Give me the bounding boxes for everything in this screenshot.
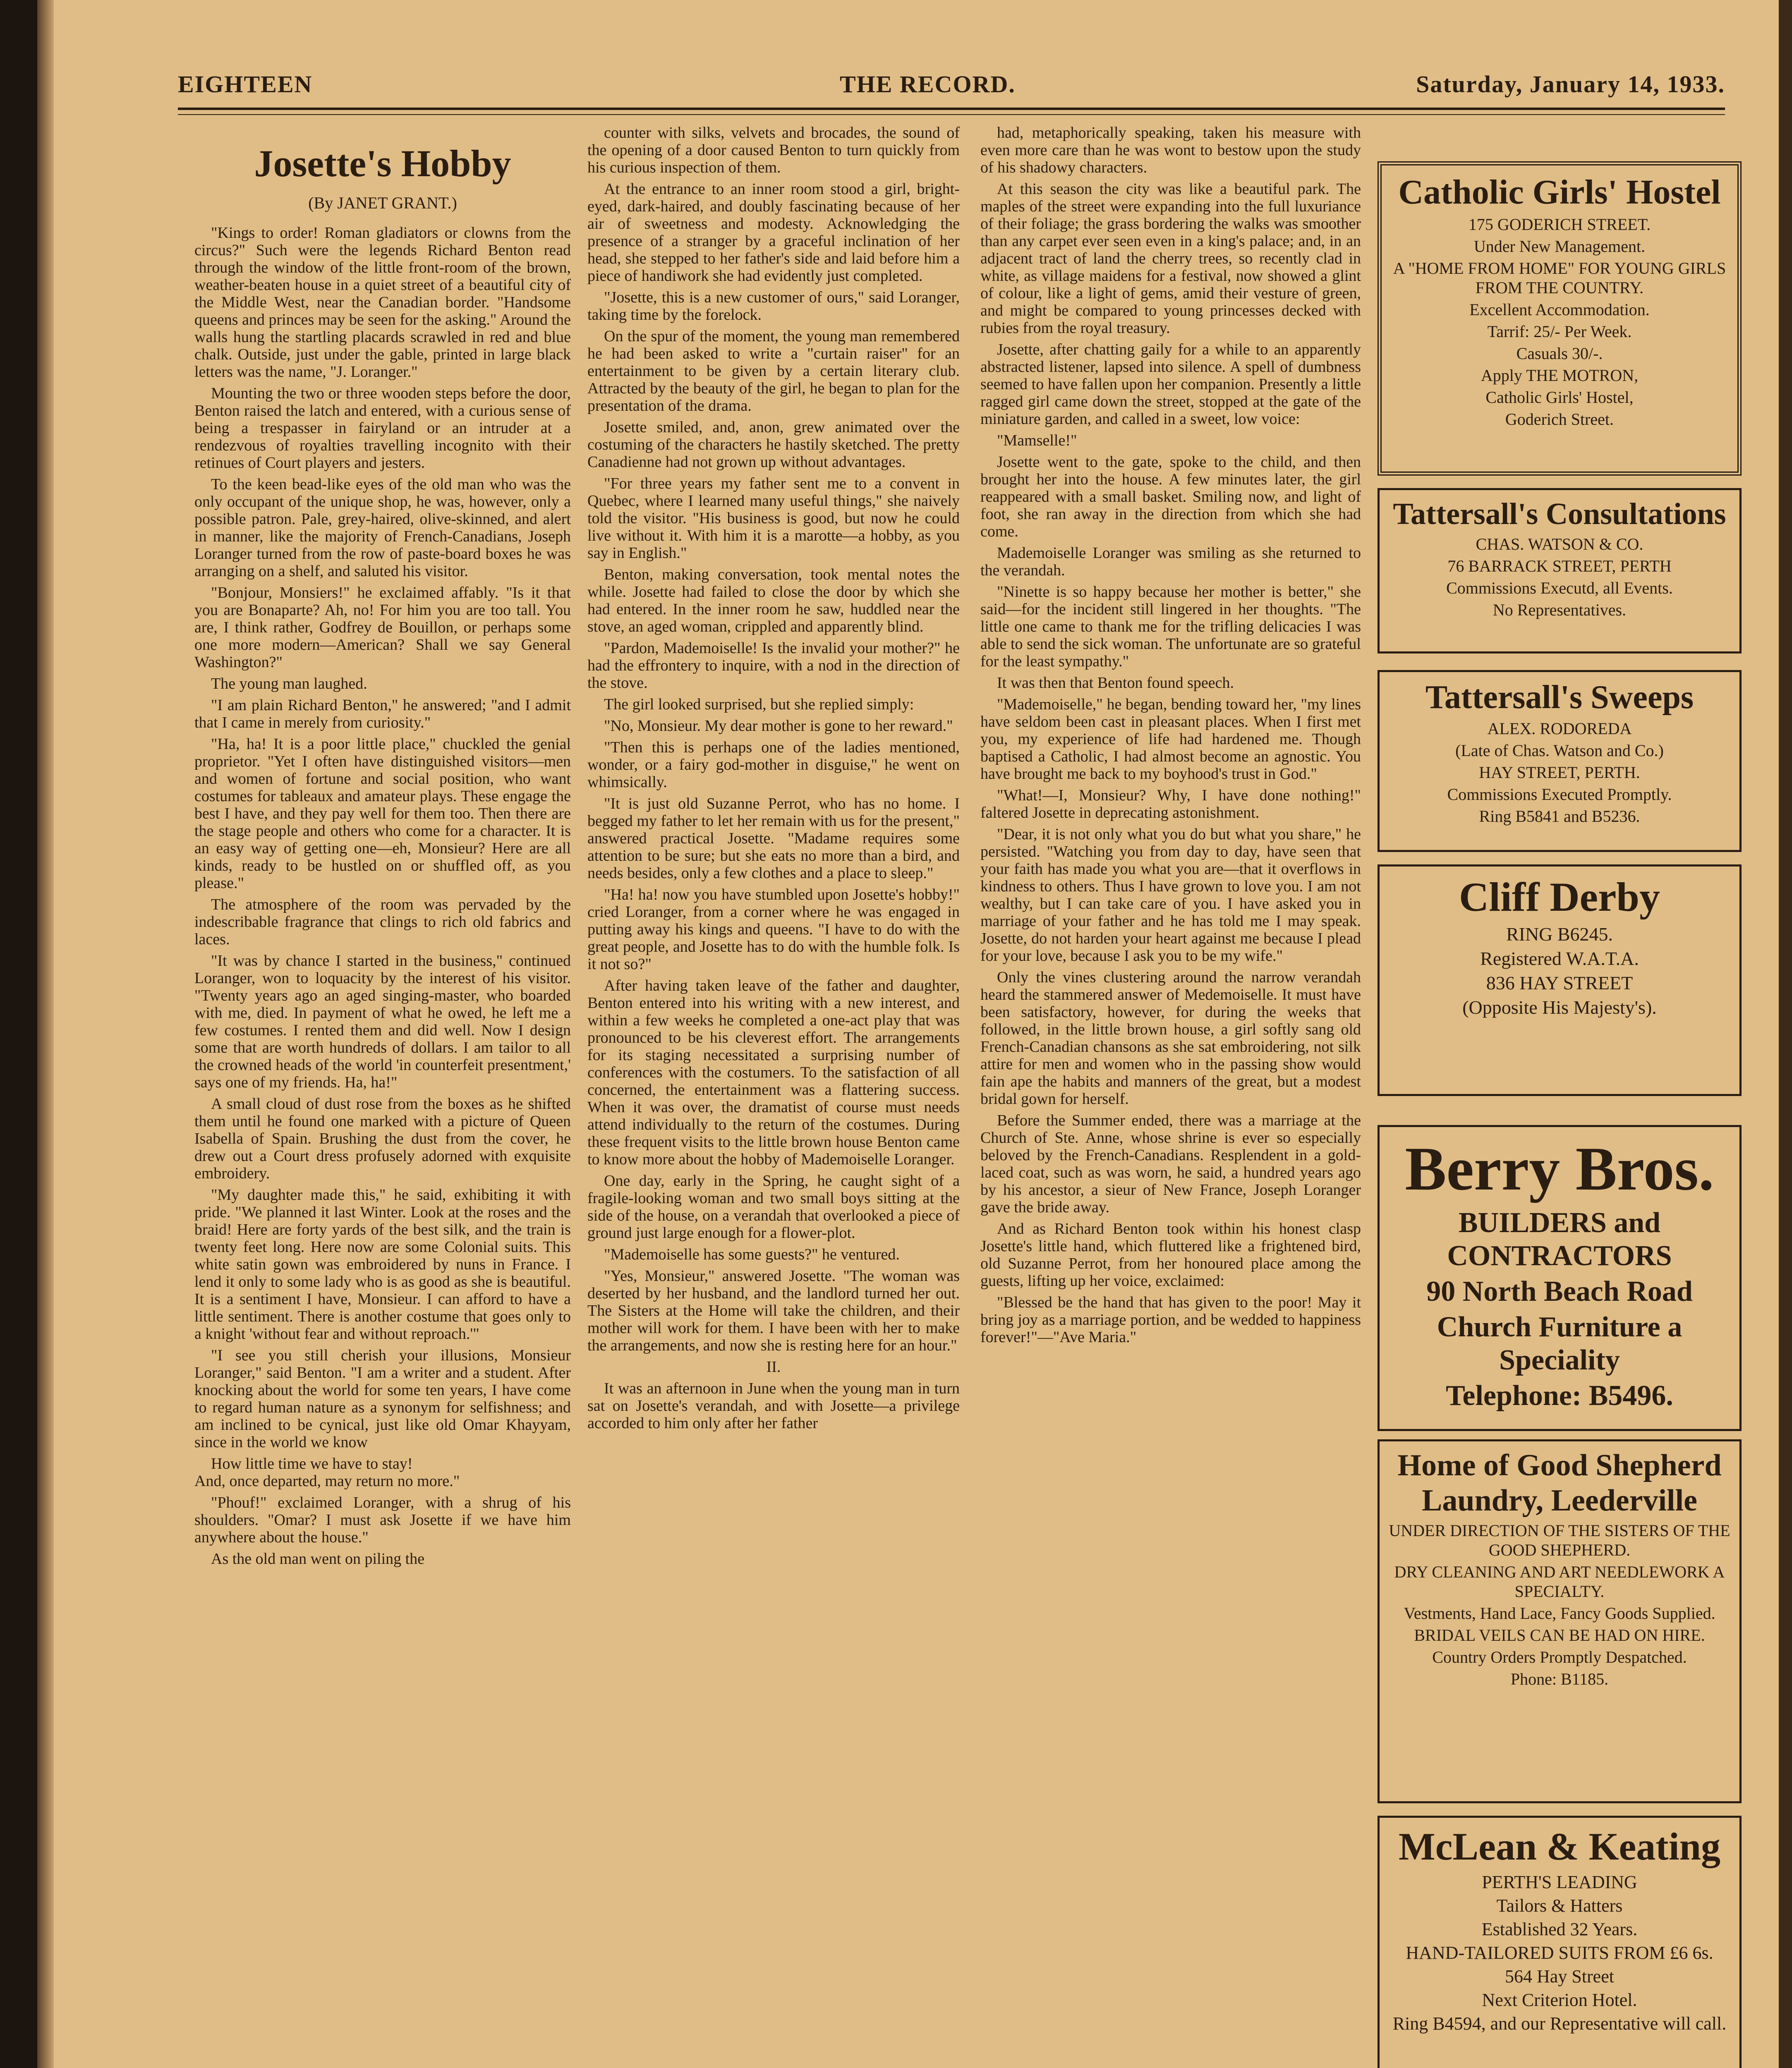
ad-line: Apply THE MOTRON, [1481, 366, 1639, 385]
story-paragraph: Josette smiled, and, anon, grew animated over the costuming of the characters he hastily sketched. The pretty Canadienne had not grown up without advantages. [587, 419, 960, 471]
issue-date: Saturday, January 14, 1933. [1416, 71, 1725, 98]
story-paragraph: "Josette, this is a new customer of ours," said Loranger, taking time by the forelock. [587, 289, 960, 323]
ad-berry-bros [1378, 1125, 1742, 1431]
story-paragraph: Before the Summer ended, there was a marriage at the Church of Ste. Anne, whose shrine is ever so especially beloved by the French-Canadians. Resplendent in a gold-laced coat, such as was worn, he said, a hundred years ago by his ancestor, a sieur of New France, Joseph Loranger gave the bride away. [980, 1112, 1361, 1216]
ad-line: No Representatives. [1493, 601, 1627, 619]
story-paragraph: "Ninette is so happy because her mother is better," she said—for the incident still lingered in her thoughts. "The little one came to thank me for the trifling delicacies I was able to send the sick woman. The unfortunate are so grateful for the least sympathy." [980, 583, 1361, 670]
ad-title: Tattersall's Sweeps [1425, 679, 1694, 716]
story-paragraph: "Mamselle!" [997, 432, 1077, 449]
story-paragraph: "Kings to order! Roman gladiators or clowns from the circus?" Such were the legends Richard Benton read through the window of the little front-room of the brown, weather-beaten house in a quiet street of a beautiful city of the Middle West, near the Canadian border. "Handsome queens and princes may be seen for the asking." Around the walls hung the startling placards scrawled in red and blue chalk. Outside, just under the gable, printed in large black letters was the name, "J. Loranger." [194, 224, 571, 381]
ad-title: Home of Good Shepherd Laundry, Leederville [1397, 1448, 1722, 1517]
binding-shadow [37, 0, 54, 2068]
ad-line: HAND-TAILORED SUITS FROM £6 6s. [1406, 1943, 1713, 1963]
page-number: EIGHTEEN [178, 71, 313, 98]
ad-line: Catholic Girls' Hostel, [1485, 388, 1634, 407]
ad-line: UNDER DIRECTION OF THE SISTERS OF THE GOOD SHEPHERD. [1389, 1521, 1730, 1559]
ad-line: RING B6245. [1506, 924, 1613, 945]
ad-line: Church Furniture a Speciality [1437, 1311, 1682, 1376]
story-paragraph: "It is just old Suzanne Perrot, who has no home. I begged my father to let her remain with us for the present," answered practical Josette. "Madame requires some attention to be sure; but she eats no more than a bird, and needs besides, only a few clothes and a place to sleep." [587, 795, 960, 882]
story-paragraph: "Bonjour, Monsiers!" he exclaimed affably. "Is it that you are Bonaparte? Ah, no! For him you are too tall. You are, I think rather, Godfrey de Bouillon, or perhaps some one more modern—American? Shall we say General Washington?" [194, 584, 571, 671]
story-paragraph: "What!—I, Monsieur? Why, I have done nothing!" faltered Josette in deprecating astonishment. [980, 787, 1361, 821]
ad-line: Commissions Executd, all Events. [1446, 579, 1673, 597]
story-paragraph: And as Richard Benton took within his honest clasp Josette's little hand, which fluttered like a frightened bird, old Suzanne Perrot, from her honoured place among the guests, lifting up her voice, exclaimed: [980, 1220, 1361, 1290]
ad-title: Catholic Girls' Hostel [1398, 173, 1721, 211]
ad-title: Cliff Derby [1459, 874, 1660, 920]
ad-line: Telephone: B5496. [1446, 1380, 1673, 1412]
story-paragraph: counter with silks, velvets and brocades, the sound of the opening of a door caused Benton to turn quickly from his curious inspection of them. [587, 124, 960, 176]
ad-line: Vestments, Hand Lace, Fancy Goods Supplied. [1404, 1604, 1715, 1623]
story-paragraph: "Yes, Monsieur," answered Josette. "The woman was deserted by her husband, and the landlord turned her out. The Sisters at the Home will take the children, and their mother will work for them. I have been with her to make the arrangements, and now she is resting here for an hour." [587, 1267, 960, 1354]
ad-catholic-girls-hostel [1378, 161, 1742, 476]
ad-line: Excellent Accommodation. [1469, 300, 1650, 319]
story-paragraph: How little time we have to stay! And, once departed, may return no more." [194, 1455, 460, 1490]
story-paragraph: The young man laughed. [211, 675, 367, 692]
story-column-3 [980, 124, 1361, 2068]
ad-title: McLean & Keating [1399, 1825, 1720, 1868]
ad-line: (Late of Chas. Watson and Co.) [1455, 741, 1664, 760]
story-paragraph: "It was by chance I started in the business," continued Loranger, won to loquacity by the interest of his visitor. "Twenty years ago an aged singing-master, who boarded with me, died. In payment of what he owed, he left me a few costumes. I rented them and did well. Now I design some that are worth hundreds of dollars. I am tailor to all the crowned heads of the world 'in counterfeit presentment,' says one of my friends. Ha, ha!" [194, 952, 571, 1091]
story-paragraph: As the old man went on piling the [211, 1550, 425, 1568]
story-paragraph: "Blessed be the hand that has given to the poor! May it bring joy as a marriage portion, and be wedded to happiness forever!"—"Ave Maria." [980, 1294, 1361, 1346]
story-paragraph: "No, Monsieur. My dear mother is gone to her reward." [604, 717, 953, 735]
page-header [178, 62, 1725, 112]
story-paragraph: "For three years my father sent me to a convent in Quebec, where I learned many useful things," she naively told the visitor. "His business is good, but now he could live without it. With him it is a marotte—a hobby, as you say in English." [587, 475, 960, 562]
story-paragraph: "Ha! ha! now you have stumbled upon Josette's hobby!" cried Loranger, from a corner where he was engaged in putting away his kings and queens. "I have to do with the great people, and Josette has to do with the humble folk. Is it not so?" [587, 886, 960, 973]
ad-line: Registered W.A.T.A. [1480, 948, 1639, 969]
ad-line: 175 GODERICH STREET. [1468, 215, 1651, 234]
story-paragraph: "Mademoiselle has some guests?" he ventured. [604, 1246, 900, 1263]
ad-line: 836 HAY STREET [1486, 972, 1633, 993]
story-title: Josette's Hobby [254, 142, 511, 184]
story-paragraph: The atmosphere of the room was pervaded by the indescribable fragrance that clings to rich old fabrics and laces. [194, 896, 571, 948]
ad-line: ALEX. RODOREDA [1487, 719, 1632, 738]
story-paragraph: After having taken leave of the father and daughter, Benton entered into his writing with a new interest, and within a few weeks he completed a one-act play that was pronounced to be his cleverest effort. The arrangements for its staging necessitated a surprising number of conferences with the costumers. To the satisfaction of all concerned, the entertainment was a flattering success. When it was over, the dramatist of course must needs attend individually to the return of the costumes. During these frequent visits to the little brown house Benton came to know more about the hobby of Mademoiselle Loranger. [587, 977, 960, 1168]
ad-line: 90 North Beach Road [1426, 1276, 1693, 1307]
story-paragraph: Mademoiselle Loranger was smiling as she returned to the verandah. [980, 544, 1361, 579]
ad-line: DRY CLEANING AND ART NEEDLEWORK A SPECIALTY. [1394, 1563, 1725, 1601]
ad-tattersalls-sweeps [1378, 670, 1742, 852]
ad-line: Next Criterion Hotel. [1482, 1990, 1637, 2010]
masthead-title: THE RECORD. [840, 71, 1016, 98]
header-rule [178, 108, 1725, 115]
story-paragraph: "Mademoiselle," he began, bending toward her, "my lines have seldom been cast in pleasant places. When I first met you, my experience of life had hardened me. Though baptised a Catholic, I had almost become an agnostic. You have brought me back to my boyhood's trust in God." [980, 696, 1361, 783]
ad-line: BRIDAL VEILS CAN BE HAD ON HIRE. [1414, 1626, 1705, 1644]
ad-line: Commissions Executed Promptly. [1447, 785, 1672, 804]
story-paragraph: "Pardon, Mademoiselle! Is the invalid your mother?" he had the effrontery to inquire, with a nod in the direction of the stove. [587, 639, 960, 692]
story-paragraph: To the keen bead-like eyes of the old man who was the only occupant of the unique shop, he was, however, only a possible patron. Pale, grey-haired, olive-skinned, and alert in manner, like the majority of French-Canadians, Joseph Loranger turned from the row of paste-board boxes he was arranging on a shelf, and saluted his visitor. [194, 476, 571, 580]
story-column-1 [194, 124, 571, 1572]
story-paragraph: Josette went to the gate, spoke to the child, and then brought her into the house. A few minutes later, the girl reappeared with a small basket. Smiling now, and light of foot, she ran away in the direction from which she had come. [980, 453, 1361, 540]
ad-line: Tarrif: 25/- Per Week. [1487, 322, 1632, 341]
ad-line: (Opposite His Majesty's). [1462, 997, 1657, 1018]
story-column-2 [587, 124, 960, 1436]
story-paragraph: A small cloud of dust rose from the boxes as he shifted them until he found one marked with a picture of Queen Isabella of Spain. Brushing the dust from the cover, he drew out a Court dress profusely adorned with exquisite embroidery. [194, 1095, 571, 1182]
binding-spine [0, 0, 37, 2068]
story-paragraph: "I see you still cherish your illusions, Monsieur Loranger," said Benton. "I am a writer and a student. After knocking about the world for some ten years, I have come to regard human nature as a synonym for selfishness; and am inclined to be cynical, just like old Omar Khayyam, since in the world we know [194, 1347, 571, 1451]
story-paragraph: "Dear, it is not only what you do but what you share," he persisted. "Watching you from day to day, have seen that your faith has made you what you are—that it overflows in kindness to others. Thus I have grown to love you. I am not wealthy, but I can take care of you. I have asked you in marriage of your father and he has told me I may speak. Josette, do not harden your heart against me because I plead for your love, because I ask you to be my wife." [980, 826, 1361, 965]
ad-mclean-keating [1378, 1816, 1742, 2068]
ad-line: CHAS. WATSON & CO. [1476, 535, 1643, 553]
ad-line: Established 32 Years. [1481, 1919, 1638, 1939]
ad-line: PERTH'S LEADING [1482, 1872, 1637, 1892]
story-byline: (By JANET GRANT.) [308, 194, 457, 212]
ad-line: Tailors & Hatters [1496, 1896, 1623, 1916]
ad-line: Ring B4594, and our Representative will call. [1392, 2013, 1727, 2034]
ad-line: BUILDERS and CONTRACTORS [1447, 1207, 1672, 1272]
story-paragraph: One day, early in the Spring, he caught sight of a fragile-looking woman and two small boys sitting at the side of the house, on a verandah that overlooked a piece of ground just large enough for a flower-plot. [587, 1172, 960, 1242]
ad-line: Ring B5841 and B5236. [1479, 807, 1640, 826]
story-paragraph: "My daughter made this," he said, exhibiting it with pride. "We planned it last Winter. Look at the roses and the braid! Here are forty yards of the best silk, and the train is twenty feet long. Here now are some Colonial suits. This white satin gown was embroidered by nuns in France. I lend it only to some lady who is as good as she is beautiful. It is a sentiment I have, Monsieur. I can afford to have a little sentiment. There is another costume that goes only to a knight 'without fear and without reproach.'" [194, 1186, 571, 1343]
ad-good-shepherd-laundry [1378, 1439, 1742, 1803]
story-paragraph: It was an afternoon in June when the young man in turn sat on Josette's verandah, and with Josette—a privilege accorded to him only after her father [587, 1380, 960, 1432]
ad-line: Phone: B1185. [1510, 1670, 1609, 1688]
story-paragraph: At this season the city was like a beautiful park. The maples of the street were expanding into the full luxuriance of their foliage; the grass bordering the walks was smoother than any carpet ever seen even in a king's palace; and, in an adjacent tract of land the cherry trees, so recently clad in white, as village maidens for a festival, now showed a glint of colour, like a light of gems, amid their vesture of green, and might be compared to young princesses decked with rubies from the royal treasury. [980, 180, 1361, 337]
story-paragraph: Benton, making conversation, took mental notes the while. Josette had failed to close the door by which she had entered. In the inner room he saw, huddled near the stove, an aged woman, crippled and apparently blind. [587, 566, 960, 635]
story-paragraph: At the entrance to an inner room stood a girl, bright-eyed, dark-haired, and doubly fascinating because of her air of sweetness and modesty. Acknowledging the presence of a stranger by a graceful inclination of her head, she stepped to her father's side and laid before him a piece of handiwork she had evidently just completed. [587, 180, 960, 285]
ad-title: Berry Bros. [1405, 1135, 1714, 1203]
story-paragraph: On the spur of the moment, the young man remembered he had been asked to write a "curtain raiser" for an entertainment to be given by a certain literary club. Attracted by the beauty of the girl, he began to plan for the presentation of the drama. [587, 328, 960, 414]
ad-line: 564 Hay Street [1505, 1966, 1614, 1987]
story-paragraph: "Phouf!" exclaimed Loranger, with a shrug of his shoulders. "Omar? I must ask Josette if we have him anywhere about the house." [194, 1494, 571, 1546]
ad-line: A "HOME FROM HOME" FOR YOUNG GIRLS FROM THE COUNTRY. [1393, 259, 1726, 297]
story-paragraph: "Then this is perhaps one of the ladies mentioned, wonder, or a fairy god-mother in disguise," he went on whimsically. [587, 739, 960, 791]
story-paragraph: "I am plain Richard Benton," he answered; "and I admit that I came in merely from curiosity." [194, 697, 571, 731]
story-paragraph: Mounting the two or three wooden steps before the door, Benton raised the latch and entered, with a curious sense of being a trespasser in fairyland or an intruder at a rendezvous of royalties travelling incognito with their retinues of Court players and jesters. [194, 385, 571, 472]
story-paragraph: The girl looked surprised, but she replied simply: [604, 696, 914, 713]
ad-line: Country Orders Promptly Despatched. [1432, 1648, 1687, 1666]
story-paragraph: Only the vines clustering around the narrow verandah heard the stammered answer of Medemoiselle. It must have been satisfactory, however, for during the weeks that followed, in the little brown house, a girl softly sang old French-Canadian chansons as she sat embroidering, not silk attire for men and women who in the passing show would fain ape the habits and manners of the great, but a modest bridal gown for herself. [980, 969, 1361, 1108]
ad-line: Casuals 30/-. [1516, 344, 1603, 363]
ad-cliff-derby [1378, 864, 1742, 1096]
story-paragraph: Josette, after chatting gaily for a while to an apparently abstracted listener, lapsed into silence. A spell of dumbness seemed to have fallen upon her companion. Presently a little ragged girl came down the street, stopped at the gate of the miniature garden, and called in a sweet, low voice: [980, 341, 1361, 428]
story-paragraph: II. [766, 1358, 781, 1376]
ad-line: Goderich Street. [1505, 410, 1614, 428]
story-paragraph: "Ha, ha! It is a poor little place," chuckled the genial proprietor. "Yet I often have distinguished visitors—men and women of fortune and social position, who want costumes for tableaux and amateur plays. These engage the best I have, and they pay well for them too. Then there are the stage people and others who come for a character. It is an easy way of getting one—eh, Monsieur? Here are all kinds, ready to be hustled on or shuffled off, as you please." [194, 735, 571, 892]
ad-line: Under New Management. [1473, 237, 1646, 256]
story-paragraph: It was then that Benton found speech. [997, 674, 1234, 692]
ad-line: 76 BARRACK STREET, PERTH [1447, 557, 1672, 575]
ad-title: Tattersall's Consultations [1393, 497, 1726, 531]
ad-line: HAY STREET, PERTH. [1479, 763, 1640, 782]
story-paragraph: had, metaphorically speaking, taken his measure with even more care than he was wont to bestow upon the study of his shadowy characters. [980, 124, 1361, 176]
ad-tattersalls-consultations [1378, 488, 1742, 653]
